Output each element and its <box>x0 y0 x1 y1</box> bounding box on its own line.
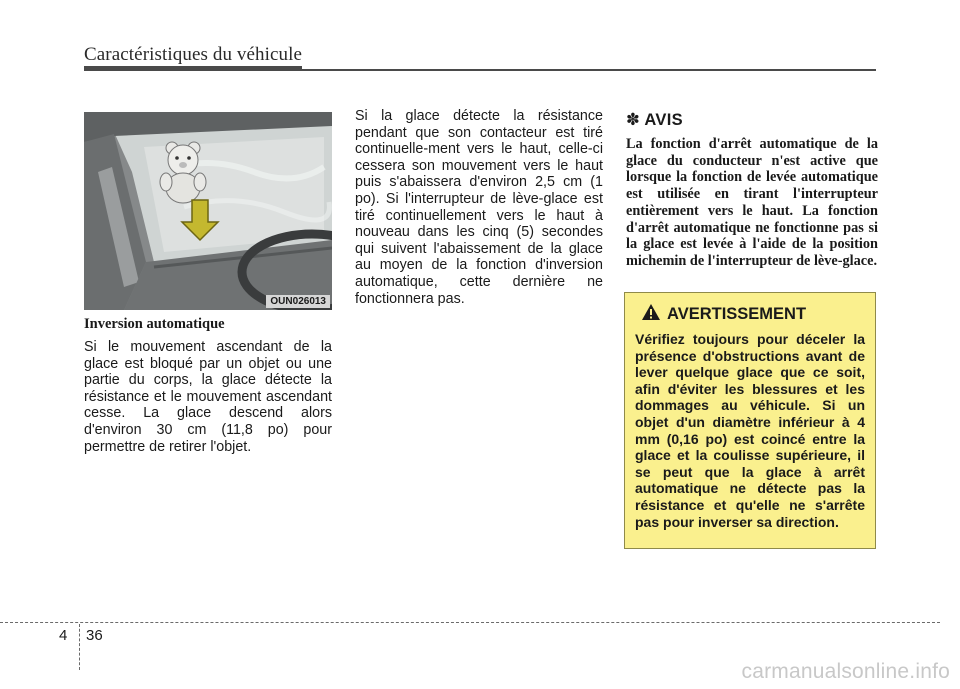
section-heading: Inversion automatique <box>84 316 225 332</box>
car-window-illustration <box>84 112 332 310</box>
notice-title: AVIS <box>644 111 683 129</box>
warning-box <box>624 292 876 549</box>
warning-title: AVERTISSEMENT <box>667 305 807 323</box>
body-paragraph: Si la glace détecte la résistance pendant que son contacteur est tiré continuelle-ment vers le haut, celle-ci cessera son mouvement vers le haut puis s'abaissera d'environ 2,5 cm (1 po). Si l'interrupteur de lève-glace est tiré continuellement vers le haut à nouveau dans les cinq (5) secondes qui suivent l'abaissement de la glace au moyen de la fonction d'inversion automatique, cette dernière ne fonctionnera pas. <box>355 108 603 307</box>
header-rule-thick <box>84 66 302 71</box>
site-watermark: carmanualsonline.info <box>741 660 950 683</box>
notice-text: La fonction d'arrêt automatique de la glace du conducteur n'est active que lorsque la fonction de levée automatique est utilisée en tirant l'interrupteur entièrement vers le haut. La fonction d'arrêt automatique ne fonctionne pas si la glace est levée à l'aide de la position michemin de l'interrupteur de lève-glace. <box>626 136 878 269</box>
chapter-number: 4 <box>59 627 68 644</box>
body-paragraph: Si le mouvement ascendant de la glace est bloqué par un objet ou une partie du corps, la glace détecte la résistance et le mouvement ascendant cesse. La glace descend alors d'environ 30 cm (11,8 po) pour permettre de retirer l'objet. <box>84 339 332 455</box>
page-header-title: Caractéristiques du véhicule <box>84 44 303 65</box>
footer-dashed-rule <box>0 622 940 623</box>
notice-section <box>626 110 878 270</box>
notice-heading <box>626 110 878 130</box>
asterisk-icon: ✽ <box>626 111 641 129</box>
warning-heading <box>641 303 865 326</box>
page-number: 36 <box>86 627 103 644</box>
footer-dashed-divider <box>79 624 80 670</box>
column-left <box>84 316 332 455</box>
figure-code-label: OUN026013 <box>266 295 330 308</box>
column-middle <box>355 108 603 307</box>
header-rule-thin <box>302 69 876 71</box>
warning-text: Vérifiez toujours pour déceler la présence d'obstructions avant de lever quelque glace que ce soit, afin d'éviter les blessures et les dommages au véhicule. Si un objet d'un diamètre inférieur à 4 mm (0,16 po) est coincé entre la glace et la coulisse supérieure, il se peut que la glace à arrêt automatique ne détecte pas la résistance et qu'elle ne s'arrête pas pour inverser sa direction. <box>635 331 865 530</box>
warning-triangle-icon <box>641 303 661 326</box>
